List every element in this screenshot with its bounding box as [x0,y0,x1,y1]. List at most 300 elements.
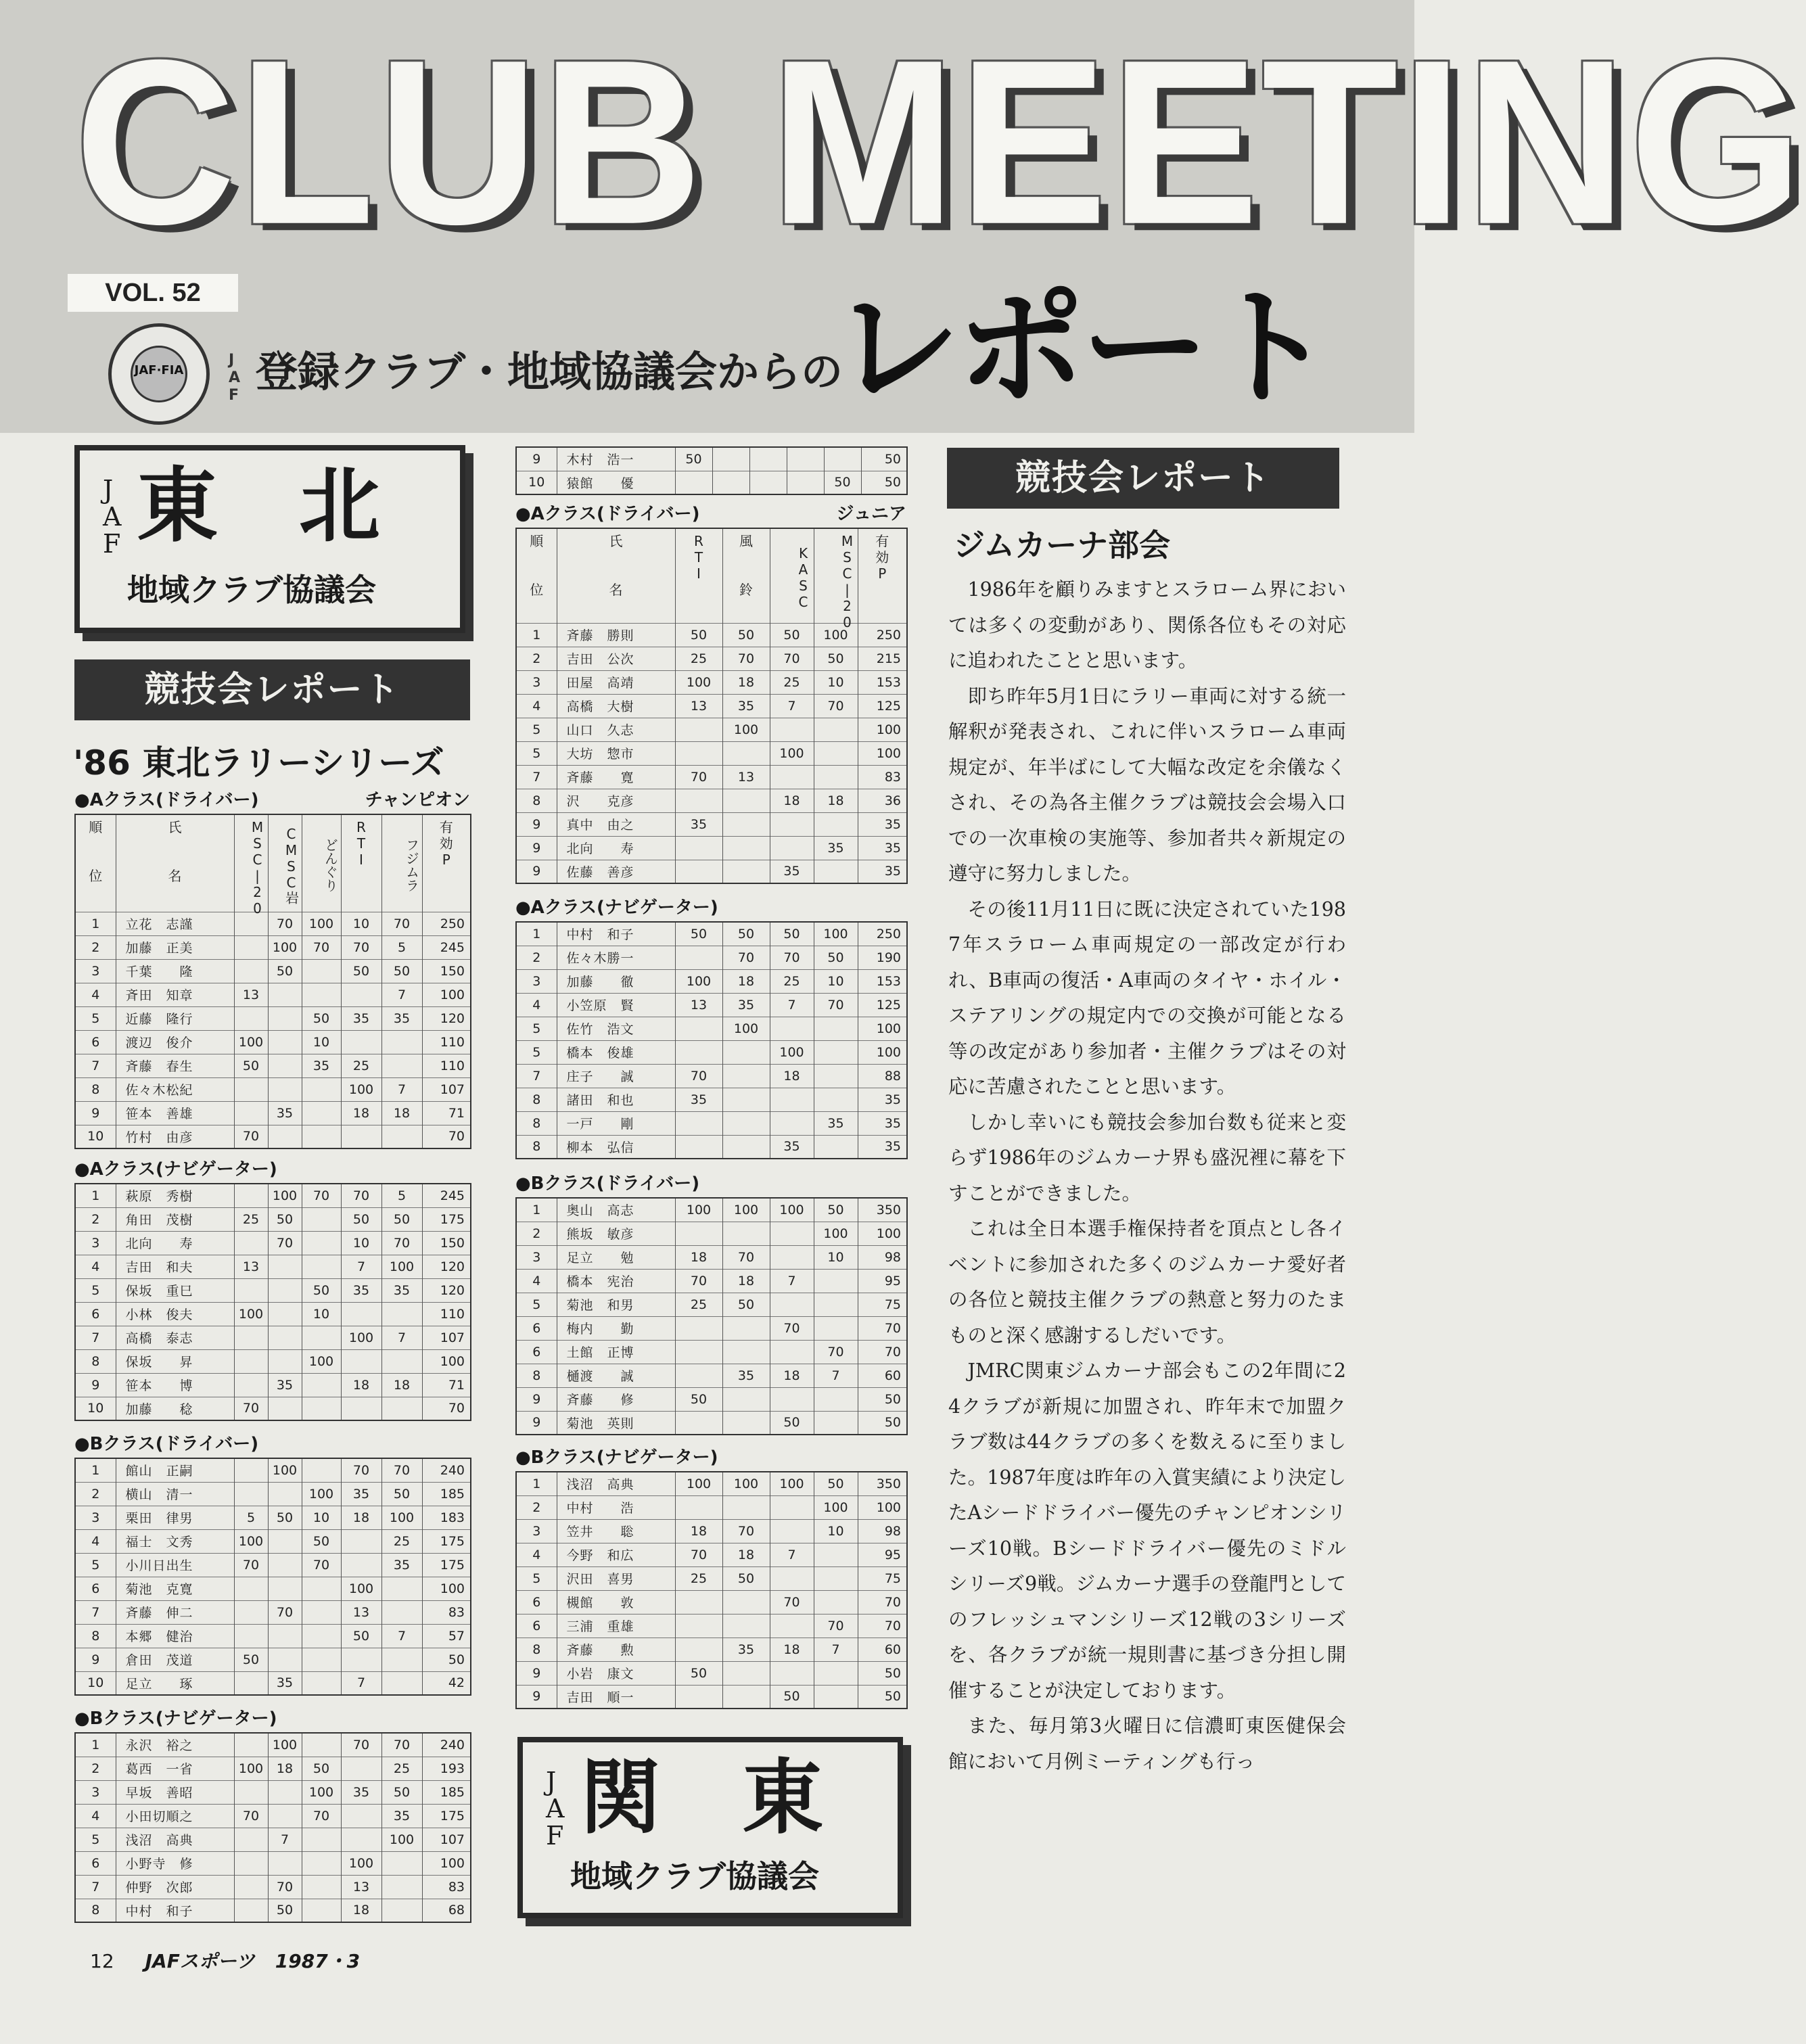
points-cell: 35 [381,1006,422,1030]
name-cell: 佐々木松紀 [116,1077,234,1101]
table-row [75,1553,471,1577]
table-label: ●Aクラス(ナビゲーター) [74,1159,277,1180]
name-cell: 沢田 喜男 [557,1566,675,1590]
total-points-cell: 185 [422,1482,471,1506]
points-cell [234,1828,268,1851]
table-row [75,1851,471,1875]
points-cell: 50 [381,1207,422,1231]
rank-cell: 2 [516,946,557,969]
total-points-cell: 68 [422,1899,471,1922]
rank-cell: 10 [516,471,557,494]
points-cell: 70 [722,647,770,670]
rank-cell: 9 [516,1661,557,1685]
table-row [75,1184,471,1207]
points-cell [814,1387,858,1411]
points-cell [234,935,268,959]
points-cell [341,1529,381,1553]
name-cell: 庄子 誠 [557,1064,675,1088]
points-cell [814,1088,858,1111]
points-cell [268,1482,302,1506]
points-cell: 50 [814,946,858,969]
rank-cell: 4 [516,1543,557,1566]
rank-cell: 2 [516,1495,557,1519]
name-cell: 小岩 康文 [557,1661,675,1685]
points-cell: 50 [268,959,302,983]
rank-cell: 6 [75,1302,116,1326]
points-cell: 7 [381,1624,422,1648]
points-cell: 7 [770,1543,814,1566]
name-cell: 三浦 重雄 [557,1614,675,1637]
points-cell [814,1590,858,1614]
table-row [516,1269,907,1293]
points-cell [814,1064,858,1088]
points-cell [770,1566,814,1590]
points-cell: 35 [268,1101,302,1125]
rank-cell: 10 [75,1125,116,1148]
total-points-cell: 71 [422,1101,471,1125]
name-cell: 斉藤 春生 [116,1054,234,1077]
name-cell: 熊坂 敏彦 [557,1222,675,1245]
points-cell [675,946,722,969]
name-cell: 加藤 正美 [116,935,234,959]
points-cell [770,1387,814,1411]
points-cell: 70 [770,647,814,670]
table-row [75,1326,471,1349]
points-cell: 10 [341,912,381,935]
results-table [74,1183,471,1421]
results-table [515,921,908,1159]
points-cell: 13 [675,694,722,718]
table-row [75,1875,471,1899]
name-cell: 小野寺 修 [116,1851,234,1875]
name-cell: 仲野 次郎 [116,1875,234,1899]
points-cell [814,1543,858,1566]
total-points-cell: 193 [422,1757,471,1780]
points-cell: 13 [722,765,770,789]
points-cell [302,1577,341,1600]
points-cell: 50 [814,1198,858,1222]
points-cell: 18 [722,670,770,694]
points-cell [341,1757,381,1780]
points-cell: 25 [770,670,814,694]
points-cell: 18 [770,1637,814,1661]
points-cell: 100 [268,935,302,959]
points-cell [381,1302,422,1326]
name-cell: 菊池 和男 [557,1293,675,1316]
points-cell [770,1519,814,1543]
points-cell [268,1326,302,1349]
total-points-cell: 350 [858,1198,907,1222]
points-cell: 50 [675,447,712,471]
table-row [516,1198,907,1222]
name-cell: 橋本 宪治 [557,1269,675,1293]
total-points-cell: 60 [858,1364,907,1387]
table-row [516,1293,907,1316]
points-cell [814,1566,858,1590]
points-cell: 100 [814,1222,858,1245]
name-cell: 今野 和広 [557,1543,675,1566]
points-cell: 70 [381,1231,422,1255]
points-cell [341,1125,381,1148]
name-cell: 倉田 茂道 [116,1648,234,1671]
col-header: 有 効 P [858,528,907,623]
points-cell: 7 [381,983,422,1006]
region-name-kanto: 関東 [580,1751,904,1845]
points-cell [381,1671,422,1695]
table-row [516,1411,907,1435]
points-cell: 70 [341,1733,381,1757]
points-cell [722,1064,770,1088]
tohoku-region-box [74,445,465,633]
name-cell: 土館 正博 [557,1340,675,1364]
table-row [75,1648,471,1671]
rank-cell: 4 [516,993,557,1017]
name-cell: 木村 浩一 [557,447,675,471]
points-cell [234,1458,268,1482]
points-cell [675,1340,722,1364]
points-cell: 13 [234,983,268,1006]
points-cell: 70 [341,1184,381,1207]
col-name-header: 氏 名 [557,528,675,623]
table-row [516,471,907,494]
points-cell: 70 [770,1590,814,1614]
points-cell [722,741,770,765]
total-points-cell: 100 [858,1222,907,1245]
table-row [516,789,907,812]
table-row [516,1340,907,1364]
table-row [516,1222,907,1245]
table-row [75,1030,471,1054]
rank-cell: 8 [516,789,557,812]
points-cell [675,741,722,765]
total-points-cell: 83 [858,765,907,789]
article-body [948,572,1346,1780]
points-cell [381,1648,422,1671]
points-cell: 100 [675,1198,722,1222]
name-cell: 菊池 英則 [557,1411,675,1435]
points-cell [302,1397,341,1420]
name-cell: 吉田 和夫 [116,1255,234,1278]
points-cell [381,1125,422,1148]
jaf-small-label: J A F [229,352,241,404]
points-cell: 35 [381,1278,422,1302]
name-cell: 一戸 剛 [557,1111,675,1135]
points-cell: 10 [814,1245,858,1269]
total-points-cell: 35 [858,836,907,860]
points-cell [234,1278,268,1302]
table-row [75,1054,471,1077]
table-row [516,670,907,694]
rank-cell: 9 [516,1411,557,1435]
points-cell [268,1804,302,1828]
total-points-cell: 150 [422,959,471,983]
total-points-cell: 100 [422,1349,471,1373]
points-cell [234,1373,268,1397]
name-cell: 保坂 昇 [116,1349,234,1373]
points-cell [268,1349,302,1373]
points-cell: 18 [675,1519,722,1543]
points-cell: 70 [770,1316,814,1340]
col-header: R T I [341,814,381,912]
points-cell: 100 [722,718,770,741]
points-cell [722,1495,770,1519]
table-row [516,1685,907,1709]
points-cell: 7 [770,1269,814,1293]
points-cell [268,1006,302,1030]
table-row [75,1506,471,1529]
points-cell [722,1590,770,1614]
points-cell [712,447,749,471]
points-cell: 50 [675,1661,722,1685]
points-cell [381,1577,422,1600]
points-cell: 18 [675,1245,722,1269]
table-label: ●Bクラス(ドライバー) [74,1434,259,1454]
name-cell: 菊池 克寛 [116,1577,234,1600]
points-cell [268,1054,302,1077]
rank-cell: 7 [75,1054,116,1077]
col-rank-header: 順 位 [516,528,557,623]
total-points-cell: 245 [422,935,471,959]
kanto-region-box [517,1737,903,1918]
points-cell [234,1899,268,1922]
points-cell [722,1135,770,1159]
tohoku-council: 地域クラブ協議会 [127,572,376,608]
points-cell: 70 [234,1804,268,1828]
points-cell: 50 [770,922,814,946]
points-cell [268,1780,302,1804]
total-points-cell: 190 [858,946,907,969]
points-cell: 25 [381,1529,422,1553]
table-row [516,1472,907,1495]
total-points-cell: 183 [422,1506,471,1529]
total-points-cell: 42 [422,1671,471,1695]
name-cell: 猿館 優 [557,471,675,494]
points-cell [722,1111,770,1135]
table-label: ●Bクラス(ドライバー) [515,1174,700,1194]
rank-cell: 8 [516,1135,557,1159]
points-cell: 50 [770,623,814,647]
points-cell: 35 [268,1373,302,1397]
total-points-cell: 153 [858,670,907,694]
table-row [516,1495,907,1519]
page-subtitle: 登録クラブ・地域協議会からの [256,347,843,396]
total-points-cell: 36 [858,789,907,812]
points-cell: 100 [675,969,722,993]
jaf-vertical: J A F [103,475,122,559]
name-cell: 角田 茂樹 [116,1207,234,1231]
points-cell: 13 [341,1600,381,1624]
total-points-cell: 70 [858,1340,907,1364]
rank-cell: 4 [75,983,116,1006]
points-cell: 7 [381,1326,422,1349]
points-cell [234,1101,268,1125]
results-table [515,1471,908,1709]
name-cell: 北向 寿 [557,836,675,860]
name-cell: 永沢 裕之 [116,1733,234,1757]
points-cell: 18 [814,789,858,812]
points-cell: 50 [268,1506,302,1529]
points-cell: 50 [675,1387,722,1411]
table-row [75,1600,471,1624]
rank-cell: 5 [75,1553,116,1577]
table-row [516,969,907,993]
points-cell [722,836,770,860]
points-cell: 10 [341,1231,381,1255]
points-cell: 35 [341,1278,381,1302]
total-points-cell: 110 [422,1054,471,1077]
points-cell: 7 [341,1255,381,1278]
points-cell: 18 [341,1899,381,1922]
table-row [516,1245,907,1269]
points-cell: 70 [268,1875,302,1899]
name-cell: 梅内 勤 [557,1316,675,1340]
article-paragraph: また、毎月第3火曜日に信濃町東医健保会館において月例ミーティングも行っ [948,1715,1346,1773]
table-row [516,993,907,1017]
points-cell [302,1077,341,1101]
points-cell: 7 [341,1671,381,1695]
table-label: ●Bクラス(ナビゲーター) [74,1709,277,1729]
points-cell [675,1590,722,1614]
points-cell [381,1899,422,1922]
points-cell [675,789,722,812]
points-cell: 50 [381,1482,422,1506]
points-cell [814,1685,858,1709]
total-points-cell: 35 [858,1111,907,1135]
table-row [75,1671,471,1695]
points-cell [814,860,858,883]
points-cell [722,1222,770,1245]
rank-cell: 1 [75,912,116,935]
points-cell: 70 [268,1600,302,1624]
results-table [74,1732,471,1923]
points-cell: 5 [234,1506,268,1529]
name-cell: 加藤 徹 [557,969,675,993]
points-cell: 50 [234,1648,268,1671]
name-cell: 竹村 由彦 [116,1125,234,1148]
rank-cell: 6 [516,1316,557,1340]
points-cell [302,1207,341,1231]
rank-cell: 1 [516,1198,557,1222]
total-points-cell: 70 [858,1316,907,1340]
name-cell: 沢 克彦 [557,789,675,812]
points-cell [302,1671,341,1695]
points-cell [770,1661,814,1685]
rank-cell: 2 [516,1222,557,1245]
points-cell: 70 [234,1397,268,1420]
points-cell [381,1875,422,1899]
points-cell: 70 [675,1064,722,1088]
rank-cell: 5 [75,1278,116,1302]
points-cell: 10 [814,670,858,694]
rank-cell: 2 [516,647,557,670]
rank-cell: 3 [516,1245,557,1269]
table-row [516,836,907,860]
total-points-cell: 71 [422,1373,471,1397]
points-cell [814,718,858,741]
points-cell: 100 [381,1255,422,1278]
total-points-cell: 185 [422,1780,471,1804]
points-cell: 13 [341,1875,381,1899]
name-cell: 加藤 稔 [116,1397,234,1420]
col-header: R T I [675,528,722,623]
total-points-cell: 175 [422,1529,471,1553]
points-cell [302,1231,341,1255]
points-cell: 50 [814,647,858,670]
region-name-tohoku: 東北 [137,459,461,553]
name-cell: 吉田 公次 [557,647,675,670]
points-cell: 70 [814,993,858,1017]
points-cell [722,1411,770,1435]
points-cell [268,1577,302,1600]
points-cell: 70 [302,935,341,959]
points-cell [381,1054,422,1077]
total-points-cell: 240 [422,1733,471,1757]
points-cell [341,1397,381,1420]
table-row [75,1804,471,1828]
name-cell: 奥山 高志 [557,1198,675,1222]
rank-cell: 7 [75,1326,116,1349]
name-cell: 館山 正嗣 [116,1458,234,1482]
points-cell: 5 [381,935,422,959]
total-points-cell: 95 [858,1543,907,1566]
rank-cell: 1 [75,1733,116,1757]
points-cell: 100 [341,1851,381,1875]
points-cell [675,1614,722,1637]
total-points-cell: 350 [858,1472,907,1495]
table-row [516,694,907,718]
points-cell: 18 [770,1364,814,1387]
points-cell [787,447,824,471]
rank-cell: 5 [75,1828,116,1851]
name-cell: 北向 寿 [116,1231,234,1255]
name-cell: 吉田 順一 [557,1685,675,1709]
table-row [75,1828,471,1851]
points-cell: 70 [302,1553,341,1577]
points-cell [770,812,814,836]
points-cell: 50 [722,1566,770,1590]
points-cell: 25 [675,1566,722,1590]
table-row [75,1780,471,1804]
points-cell: 18 [722,969,770,993]
points-cell [787,471,824,494]
total-points-cell: 125 [858,993,907,1017]
rank-cell: 10 [75,1671,116,1695]
points-cell [770,718,814,741]
points-cell: 50 [722,1293,770,1316]
total-points-cell: 35 [858,1135,907,1159]
name-cell: 佐竹 浩文 [557,1017,675,1040]
points-cell [770,765,814,789]
points-cell: 100 [814,623,858,647]
col-header: フジムラ [381,814,422,912]
rank-cell: 3 [516,1519,557,1543]
points-cell: 10 [302,1506,341,1529]
points-cell: 18 [341,1101,381,1125]
points-cell [381,1851,422,1875]
table-label: ●Aクラス(ナビゲーター) [515,898,718,918]
rank-cell: 8 [75,1899,116,1922]
article-paragraph: しかし幸いにも競技会参加台数も従来と変らず1986年のジムカーナ界も盛況裡に幕を下すことができました。 [948,1111,1346,1205]
points-cell: 100 [268,1733,302,1757]
total-points-cell: 125 [858,694,907,718]
article-paragraph: その後11月11日に既に決定されていた1987年スラローム車両規定の一部改定が行われ、B車両の復活・A車両のタイヤ・ホイル・ステアリングの規定内での交換が可能となる等の改定があり参加者・主催クラブはその対応に苦慮されたことと思います。 [948,898,1346,1098]
points-cell [302,1458,341,1482]
name-cell: 斉藤 勲 [557,1637,675,1661]
total-points-cell: 100 [858,1495,907,1519]
points-cell: 18 [341,1506,381,1529]
points-cell [234,1577,268,1600]
points-cell [675,1111,722,1135]
